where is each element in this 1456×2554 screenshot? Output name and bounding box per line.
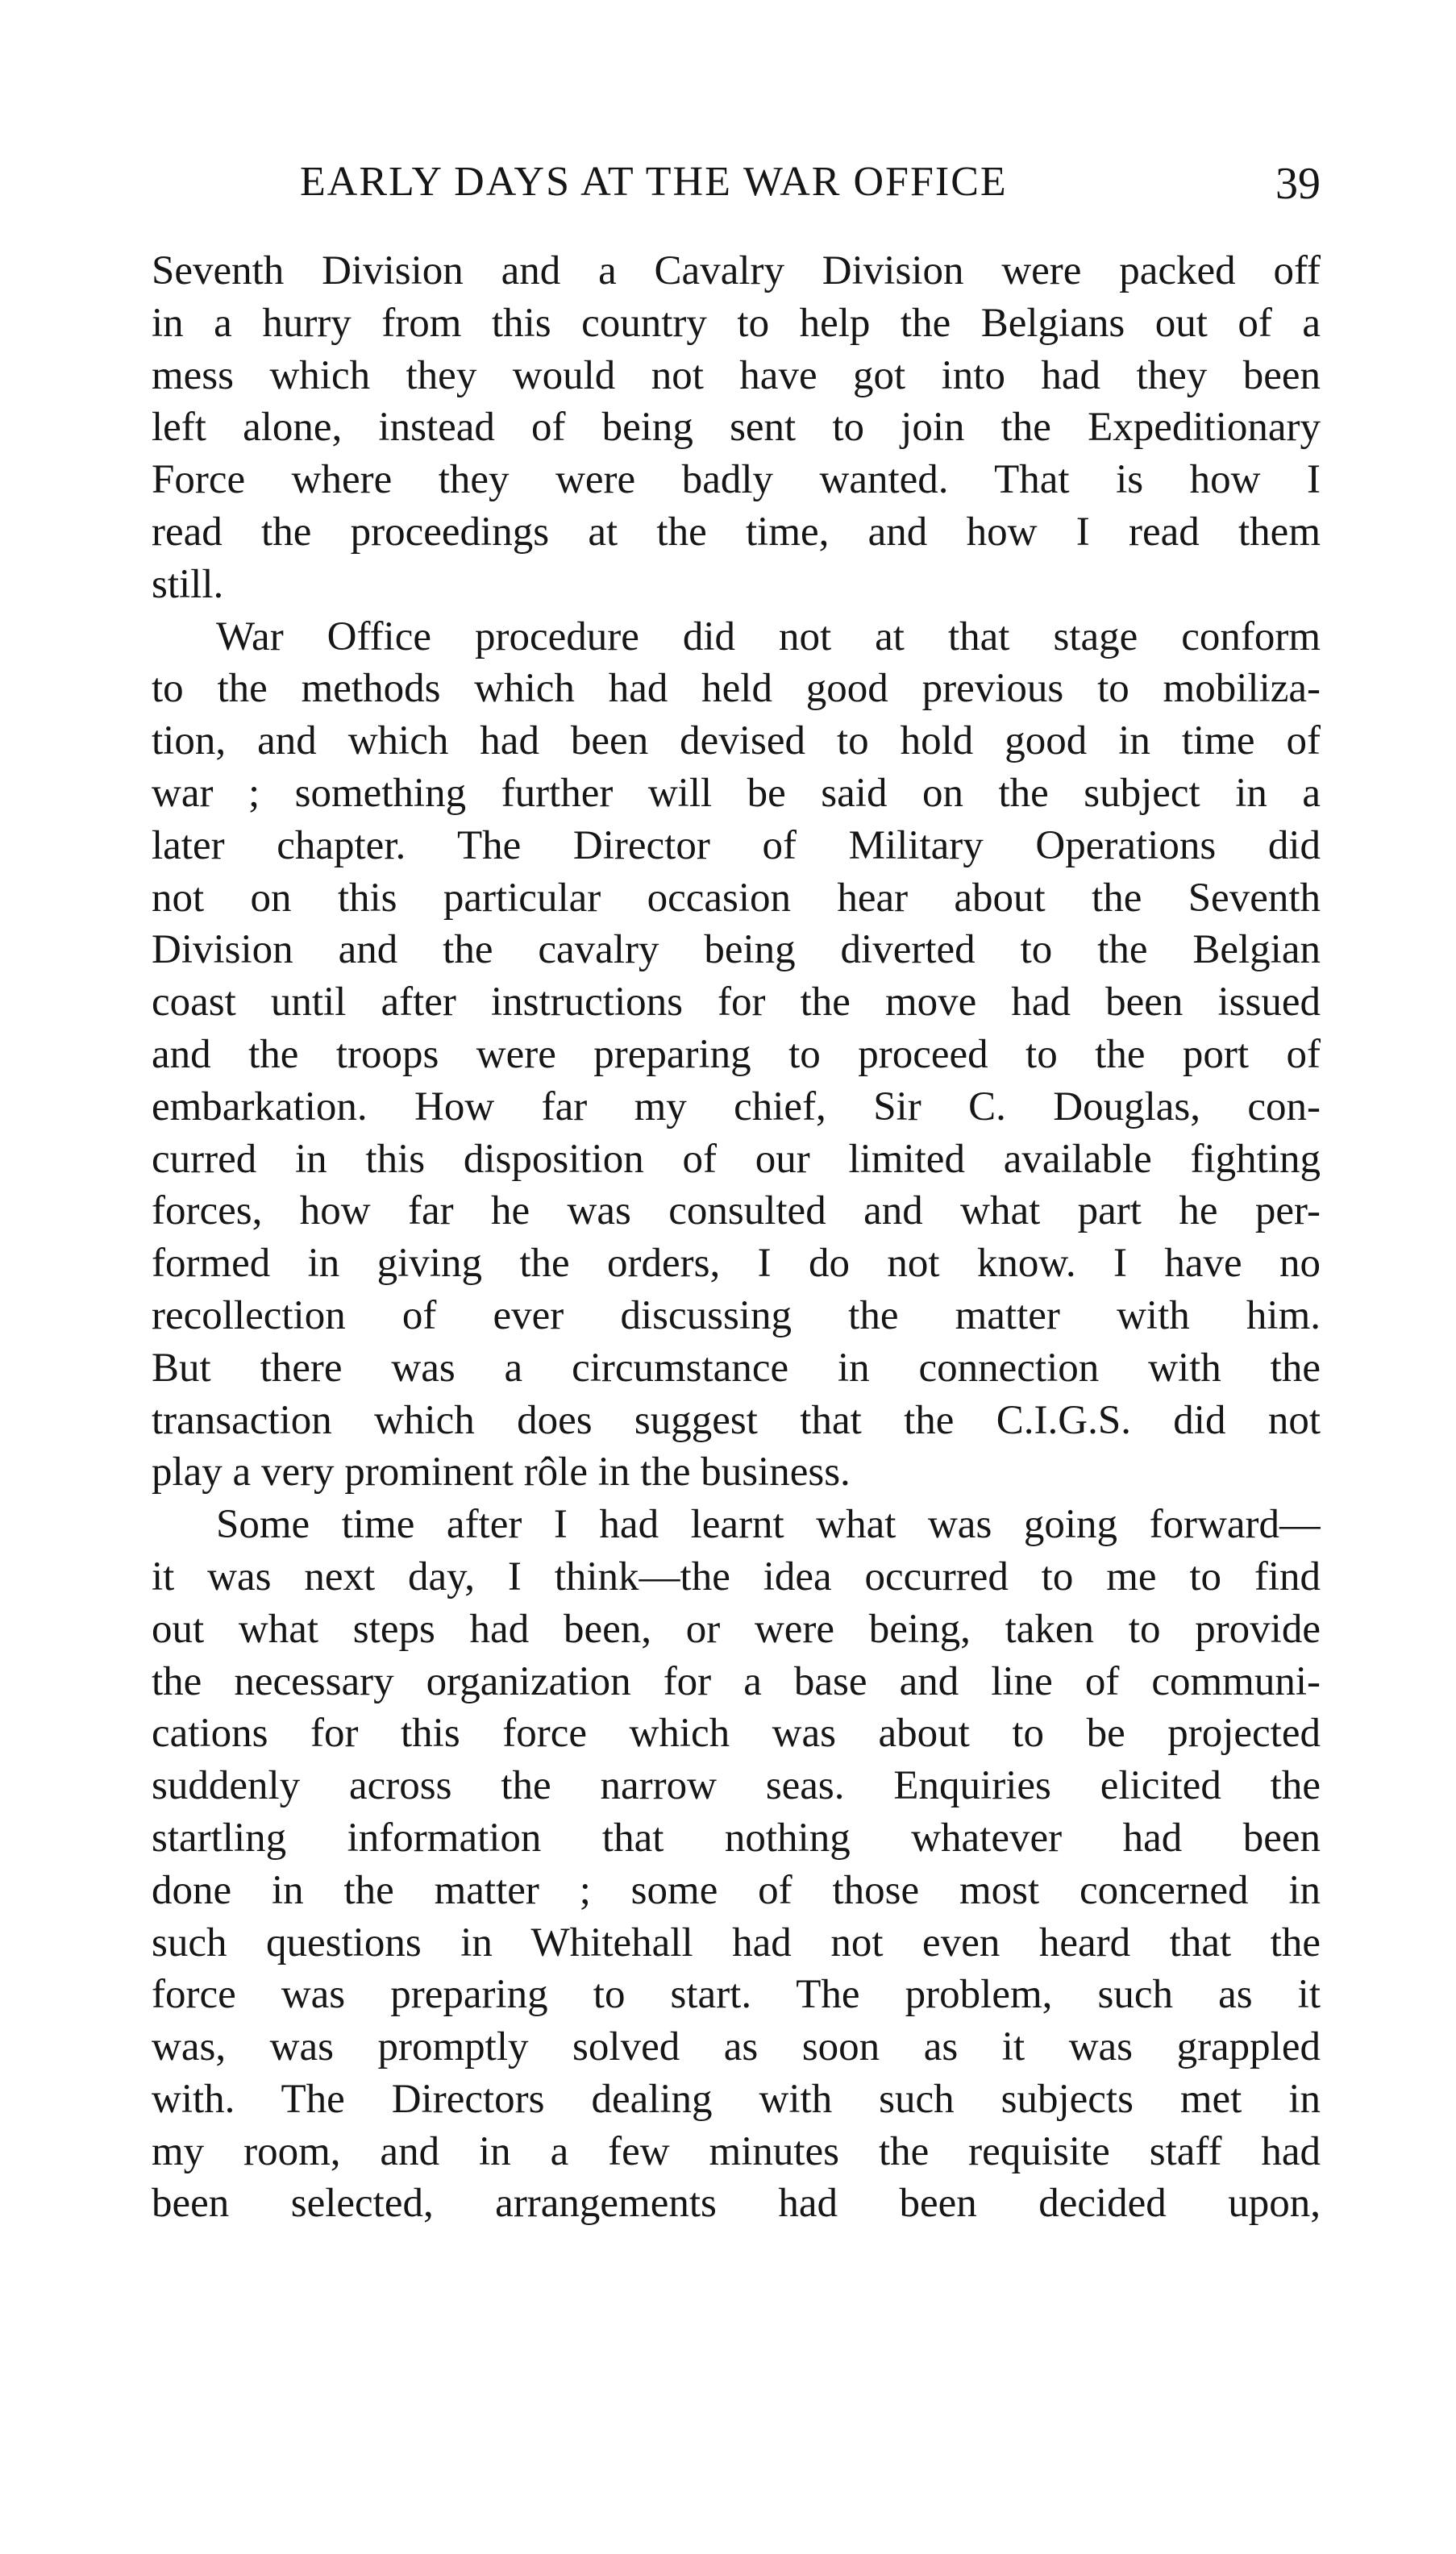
running-title: EARLY DAYS AT THE WAR OFFICE bbox=[300, 159, 1008, 205]
text-line: mess which they would not have got into had they been bbox=[152, 352, 1321, 398]
text-line: Division and the cavalry being diverted to the Belgian bbox=[152, 927, 1321, 973]
text-line: cations for this force which was about to be projected bbox=[152, 1711, 1321, 1757]
text-line: curred in this disposition of our limited available fighting bbox=[152, 1136, 1321, 1182]
paragraph-first-line: Some time after I had learnt what was going forward— bbox=[216, 1502, 1321, 1548]
text-line: such questions in Whitehall had not even heard that the bbox=[152, 1920, 1321, 1965]
text-line: still. bbox=[152, 561, 224, 607]
text-line: transaction which does suggest that the C.I.G.S. did not bbox=[152, 1397, 1321, 1443]
text-line: play a very prominent rôle in the business. bbox=[152, 1450, 851, 1495]
text-line: forces, how far he was consulted and what part he per- bbox=[152, 1188, 1321, 1234]
text-line: war ; something further will be said on the subject in a bbox=[152, 770, 1321, 816]
text-line: the necessary organization for a base and line of communi- bbox=[152, 1658, 1321, 1704]
text-line: Seventh Division and a Cavalry Division were packed off bbox=[152, 248, 1321, 293]
text-line: it was next day, I think—the idea occurred to me to find bbox=[152, 1554, 1321, 1599]
text-line: out what steps had been, or were being, taken to provide bbox=[152, 1606, 1321, 1652]
text-line: was, was promptly solved as soon as it was grappled bbox=[152, 2024, 1321, 2070]
page-number: 39 bbox=[1275, 159, 1321, 209]
text-line: startling information that nothing whatever had been bbox=[152, 1815, 1321, 1861]
text-line: and the troops were preparing to proceed to the port of bbox=[152, 1031, 1321, 1077]
text-line: suddenly across the narrow seas. Enquiries elicited the bbox=[152, 1763, 1321, 1809]
text-line: later chapter. The Director of Military Operations did bbox=[152, 822, 1321, 868]
text-line: with. The Directors dealing with such subjects met in bbox=[152, 2076, 1321, 2122]
text-line: coast until after instructions for the move had been issued bbox=[152, 980, 1321, 1025]
text-line: embarkation. How far my chief, Sir C. Douglas, con- bbox=[152, 1084, 1321, 1129]
text-line: not on this particular occasion hear about the Seventh bbox=[152, 875, 1321, 921]
text-line: recollection of ever discussing the matter with him. bbox=[152, 1292, 1321, 1338]
text-line: formed in giving the orders, I do not know. I have no bbox=[152, 1241, 1321, 1287]
text-line: Force where they were badly wanted. That is how I bbox=[152, 457, 1321, 503]
text-line: my room, and in a few minutes the requisite staff had bbox=[152, 2128, 1321, 2174]
running-head bbox=[152, 158, 1321, 209]
text-line: done in the matter ; some of those most concerned in bbox=[152, 1867, 1321, 1913]
text-line: to the methods which had held good previous to mobiliza- bbox=[152, 666, 1321, 712]
text-line: left alone, instead of being sent to join the Expeditionary bbox=[152, 405, 1321, 451]
text-line: read the proceedings at the time, and how I read them bbox=[152, 509, 1321, 555]
text-line: in a hurry from this country to help the Belgians out of a bbox=[152, 300, 1321, 346]
text-line: been selected, arrangements had been decided upon, bbox=[152, 2181, 1321, 2227]
text-line: force was preparing to start. The problem, such as it bbox=[152, 1972, 1321, 2018]
body-text bbox=[152, 245, 1321, 2230]
paragraph-first-line: War Office procedure did not at that stage conform bbox=[216, 614, 1321, 659]
text-line: tion, and which had been devised to hold good in time of bbox=[152, 718, 1321, 764]
text-line: But there was a circumstance in connection with the bbox=[152, 1345, 1321, 1391]
